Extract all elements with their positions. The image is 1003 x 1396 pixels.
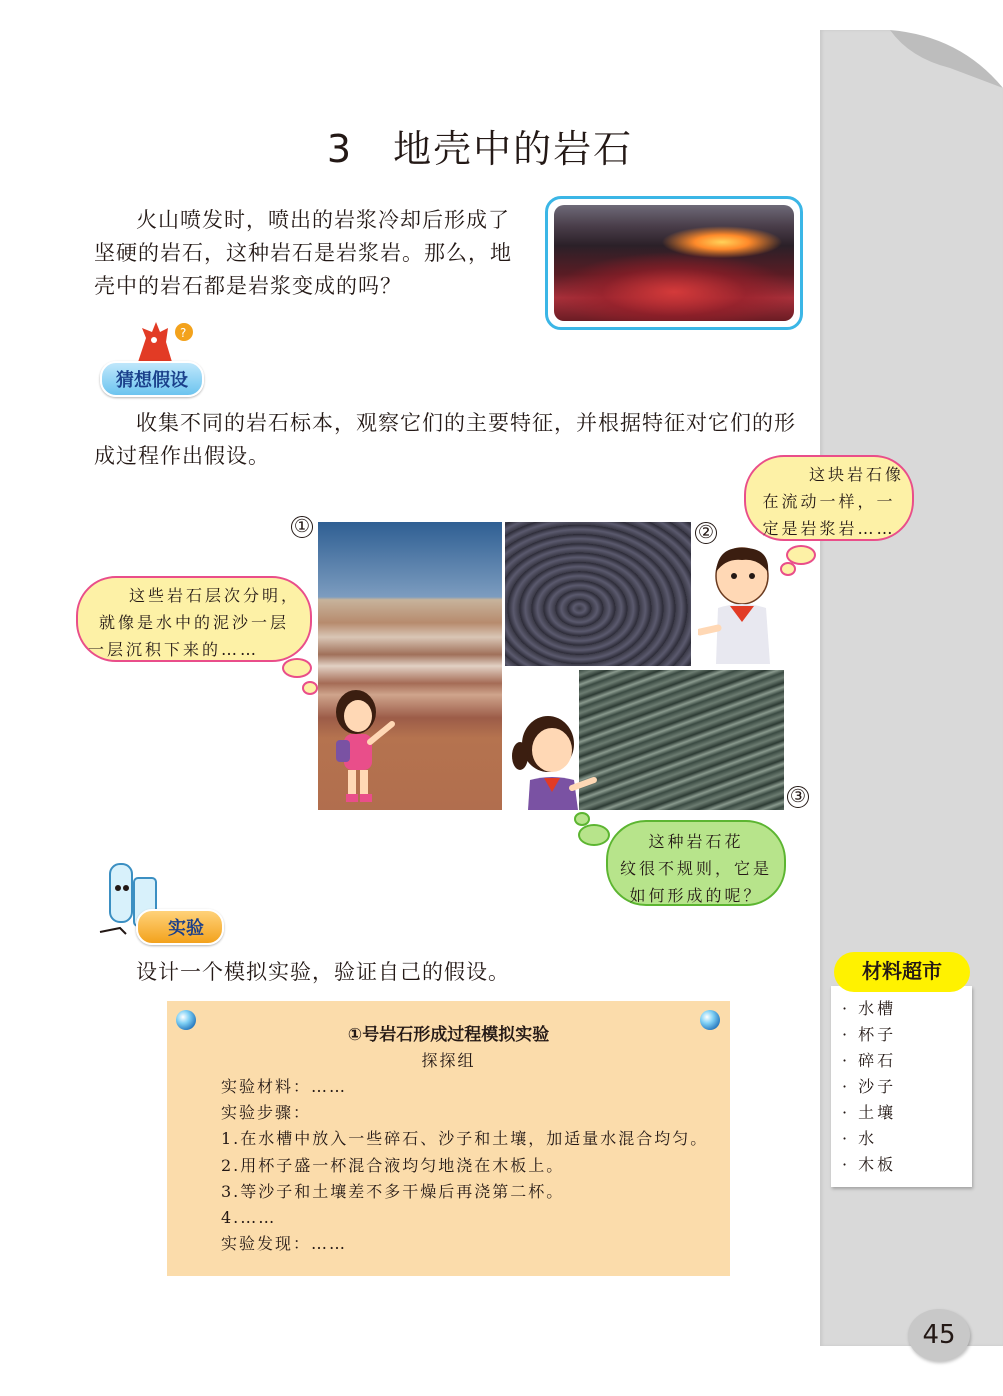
- thought-bubble: [780, 562, 796, 576]
- speech-line: 纹很不规则，它是: [619, 859, 772, 878]
- photo-number-3: ③: [787, 786, 809, 808]
- materials-market-list: [842, 996, 896, 1178]
- igneous-rock-photo: [505, 522, 691, 666]
- speech-line: 这块岩石像: [808, 465, 904, 484]
- experiment-step-2: 2.用杯子盛一杯混合液均匀地浇在木板上。: [221, 1155, 565, 1175]
- speech-cloud-igneous: [744, 455, 914, 541]
- materials-market-title: 材料超市: [834, 952, 970, 992]
- photo-number-2: ②: [695, 522, 717, 544]
- thought-bubble: [302, 681, 318, 695]
- speech-cloud-sedimentary: [76, 576, 312, 662]
- speech-line: 这种岩石花: [648, 832, 744, 851]
- lava-photo: [554, 205, 794, 321]
- rooster-mascot-icon: [128, 318, 198, 366]
- experiment-section-badge: 实验: [136, 909, 224, 945]
- page-number: 45: [908, 1309, 970, 1361]
- thought-bubble: [282, 658, 312, 678]
- speech-line: 这些岩石层次分明，: [128, 586, 300, 605]
- experiment-findings: 实验发现：……: [221, 1234, 348, 1254]
- material-item: · 木板: [842, 1155, 897, 1174]
- lava-photo-frame: [545, 196, 803, 330]
- guess-paragraph: 收集不同的岩石标本，观察它们的主要特征，并根据特征对它们的形成过程作出假设。: [94, 411, 796, 468]
- material-item: · 杯子: [842, 1025, 897, 1044]
- material-item: · 水槽: [842, 999, 897, 1018]
- speech-line: 如何形成的呢？: [629, 886, 763, 905]
- speech-cloud-metamorphic: [606, 820, 786, 906]
- girl-figure-bottom: [508, 710, 600, 810]
- thought-bubble: [578, 824, 610, 846]
- intro-paragraph: 火山喷发时，喷出的岩浆冷却后形成了坚硬的岩石，这种岩石是岩浆岩。那么，地壳中的岩石都是岩浆变成的吗？: [94, 208, 512, 298]
- experiment-materials: 实验材料：……: [221, 1077, 348, 1096]
- material-item: · 水: [842, 1129, 878, 1148]
- svg-text:?: ?: [180, 326, 187, 340]
- speech-line: 一层沉积下来的……: [88, 640, 260, 659]
- experiment-card-title: ①号岩石形成过程模拟实验: [347, 1025, 550, 1045]
- experiment-step-1: 1.在水槽中放入一些碎石、沙子和土壤，加适量水混合均匀。: [221, 1129, 709, 1149]
- guess-section-badge: 猜想假设: [100, 361, 204, 397]
- thought-bubble: [574, 812, 590, 826]
- experiment-steps-label: 实验步骤：: [221, 1103, 312, 1123]
- metamorphic-rock-photo: [579, 670, 784, 810]
- speech-line: 就像是水中的泥沙一层: [98, 613, 289, 632]
- speech-line: 在流动一样，一: [762, 492, 896, 511]
- girl-figure-left: [322, 684, 402, 806]
- lesson-title: 3 地壳中的岩石: [326, 127, 634, 171]
- page-curl-decoration: [890, 28, 1003, 88]
- speech-line: 定是岩浆岩……: [762, 519, 896, 538]
- material-item: · 土壤: [842, 1103, 897, 1122]
- material-item: · 碎石: [842, 1051, 897, 1070]
- experiment-step-3: 3.等沙子和土壤差不多干燥后再浇第二杯。: [221, 1181, 565, 1201]
- boy-figure: [698, 542, 780, 668]
- photo-number-1: ①: [291, 516, 313, 538]
- material-item: · 沙子: [842, 1077, 897, 1096]
- experiment-step-4: 4.……: [221, 1208, 277, 1228]
- experiment-card-body: [221, 1074, 708, 1257]
- experiment-card-group: 探探组: [421, 1051, 476, 1070]
- experiment-paragraph: 设计一个模拟实验，验证自己的假设。: [136, 960, 510, 984]
